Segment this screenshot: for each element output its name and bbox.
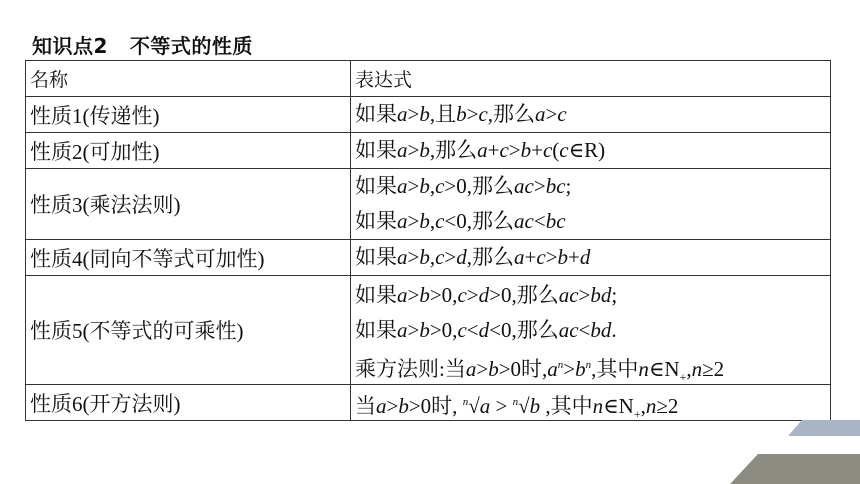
properties-table [25, 60, 831, 421]
row-expression [351, 276, 831, 385]
table-row [26, 276, 831, 385]
expression-line: 乘方法则:当a>b>0时$,a^n>b^n$,其中$n\in N_+,n\ge 2$ [355, 356, 725, 384]
heading-topic: 不等式的性质 [129, 34, 253, 58]
expression-line: 如果a>b,c>0,那么ac>bc; [355, 174, 572, 198]
expression-line: 如果a>b>0,c<d<0,那么ac<bd. [355, 317, 617, 342]
table-row [26, 169, 831, 240]
section-heading [32, 30, 253, 59]
corner-stripe-dark [730, 454, 860, 484]
row-expression [351, 240, 831, 276]
expression-line: 如果a>b,那么a+c>b+c(c∈R) [355, 138, 606, 162]
row-name: 性质6(开方法则) [26, 385, 351, 421]
row-name: 性质4(同向不等式可加性) [26, 240, 351, 276]
table-row [26, 97, 831, 133]
table-row [26, 133, 831, 169]
row-name: 性质1(传递性) [26, 97, 351, 133]
header-name: 名称 [26, 61, 351, 97]
header-expression: 表达式 [351, 61, 831, 97]
table-header-row [26, 61, 831, 97]
row-expression [351, 133, 831, 169]
nth-root-a: $^n$√a [462, 394, 491, 418]
nth-root-b: $^n$√b [512, 394, 541, 418]
expression-line: 如果a>b,且b>c,那么a>c [355, 102, 567, 126]
row-name: 性质3(乘法法则) [26, 169, 351, 240]
table-row [26, 385, 831, 421]
table-row [26, 240, 831, 276]
row-expression [351, 97, 831, 133]
row-name: 性质5(不等式的可乘性) [26, 276, 351, 385]
row-expression [351, 169, 831, 240]
expression-line: 当a>b>0时, $^n$√a > $^n$√b ,其中$n\in N_+,n\ge 2$ [355, 394, 679, 421]
expression-line: 如果a>b>0,c>d>0,那么ac>bd; [355, 282, 618, 307]
expression-line: 如果a>b,c>d,那么a+c>b+d [355, 245, 591, 269]
heading-prefix: 知识点2 [32, 34, 108, 58]
corner-stripe-light [788, 420, 860, 436]
corner-decoration [710, 420, 860, 484]
expression-line: 如果a>b,c<0,那么ac<bc [355, 209, 566, 233]
row-name: 性质2(可加性) [26, 133, 351, 169]
row-expression [351, 385, 831, 421]
